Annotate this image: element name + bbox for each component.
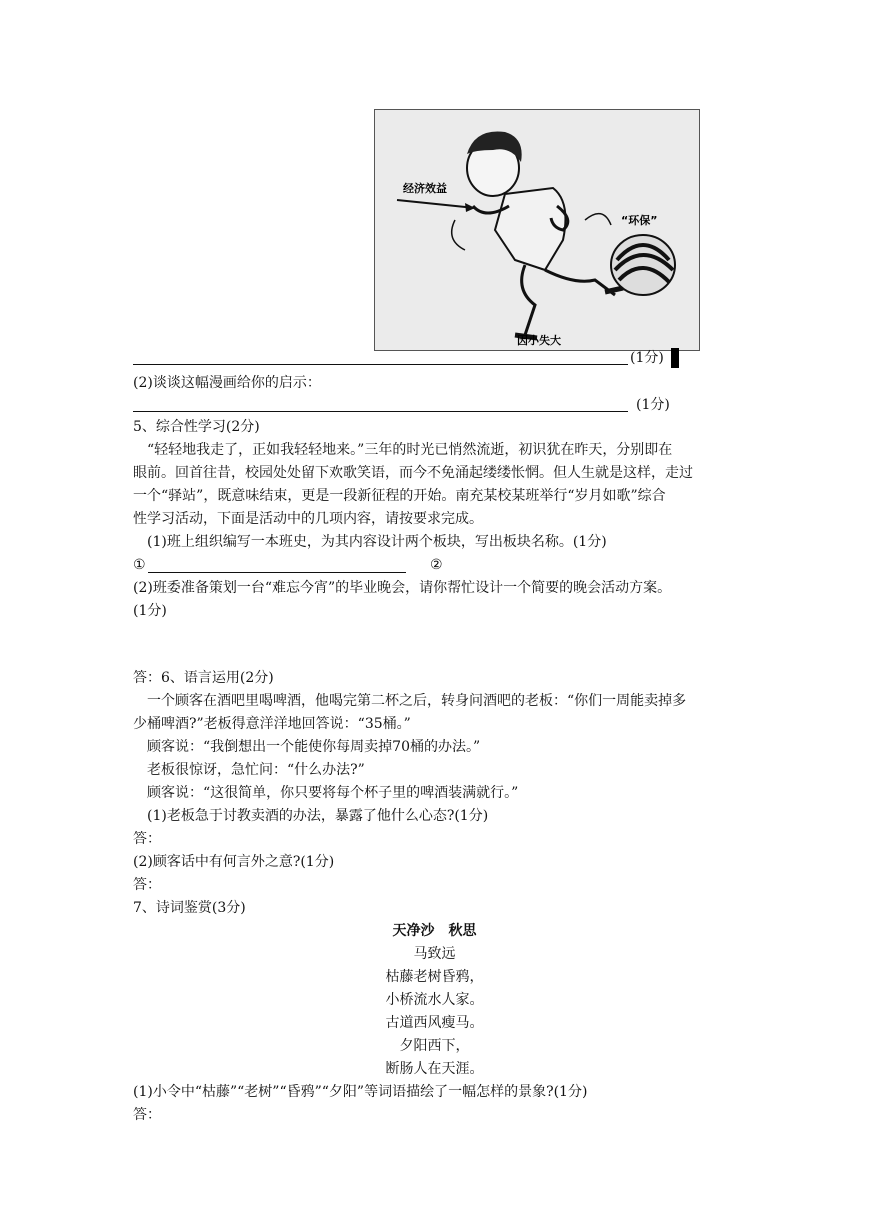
question-text: (1)小令中“枯藤”“老树”“昏鸦”“夕阳”等词语描绘了一幅怎样的景象?(1分)	[133, 1084, 588, 1100]
answer-label: 答：	[133, 877, 161, 893]
score: (1分)	[630, 350, 664, 366]
poem-line: 夕阳西下，	[399, 1038, 470, 1054]
cartoon-label-economy: 经济效益	[403, 182, 447, 195]
poem-title: 天净沙 秋思	[392, 923, 477, 939]
poem-line: 断肠人在天涯。	[385, 1061, 484, 1077]
question-text: (2)顾客话中有何言外之意?(1分)	[133, 854, 335, 870]
cursor-block	[671, 348, 679, 368]
paragraph-line: “轻轻地我走了，正如我轻轻地来。”三年的时光已悄然流逝，初识犹在昨天，分别即在	[147, 442, 673, 458]
cartoon-image	[374, 109, 700, 351]
answer-line	[148, 572, 406, 573]
blank-marker: ①	[133, 557, 146, 573]
question-text: (2)班委准备策划一台“难忘今宵”的毕业晚会，请你帮忙设计一个简要的晚会活动方案。	[133, 580, 672, 596]
story-line: 顾客说：“我倒想出一个能使你每周卖掉70桶的办法。”	[147, 739, 481, 755]
poem-author: 马致远	[413, 946, 456, 962]
section-title: 7、诗词鉴赏(3分)	[133, 900, 246, 916]
answer-line	[133, 411, 628, 412]
section-title: 答：6、语言运用(2分)	[133, 670, 274, 686]
poem-line: 枯藤老树昏鸦，	[385, 969, 484, 985]
poem-line: 小桥流水人家。	[385, 992, 484, 1008]
section-title: 5、综合性学习(2分)	[133, 419, 260, 435]
story-line: 少桶啤酒?”老板得意洋洋地回答说：“35桶。”	[133, 716, 411, 732]
cartoon-label-env: “环保”	[621, 214, 658, 227]
question-text: (1分)	[133, 603, 167, 619]
answer-label: 答：	[133, 1107, 161, 1123]
paragraph-line: 性学习活动，下面是活动中的几项内容，请按要求完成。	[133, 511, 483, 527]
score: (1分)	[636, 397, 670, 413]
blank-marker: ②	[430, 557, 443, 573]
paragraph-line: 一个“驿站”，既意味结束，更是一段新征程的开始。南充某校某班举行“岁月如歌”综合	[133, 488, 666, 504]
question-text: (2)谈谈这幅漫画给你的启示：	[133, 375, 321, 391]
poem-line: 古道西风瘦马。	[385, 1015, 484, 1031]
story-line: 顾客说：“这很简单，你只要将每个杯子里的啤酒装满就行。”	[147, 785, 519, 801]
story-line: 老板很惊讶，急忙问：“什么办法?”	[147, 762, 365, 778]
cartoon-caption: 因小失大	[517, 334, 561, 347]
paragraph-line: 眼前。回首往昔，校园处处留下欢歌笑语，而今不免涌起缕缕怅惘。但人生就是这样，走过	[133, 465, 693, 481]
question-text: (1)班上组织编写一本班史，为其内容设计两个板块，写出板块名称。(1分)	[147, 534, 607, 550]
story-line: 一个顾客在酒吧里喝啤酒，他喝完第二杯之后，转身问酒吧的老板：“你们一周能卖掉多	[147, 693, 687, 709]
question-text: (1)老板急于讨教卖酒的办法，暴露了他什么心态?(1分)	[147, 808, 489, 824]
answer-label: 答：	[133, 831, 161, 847]
answer-line	[133, 364, 628, 365]
